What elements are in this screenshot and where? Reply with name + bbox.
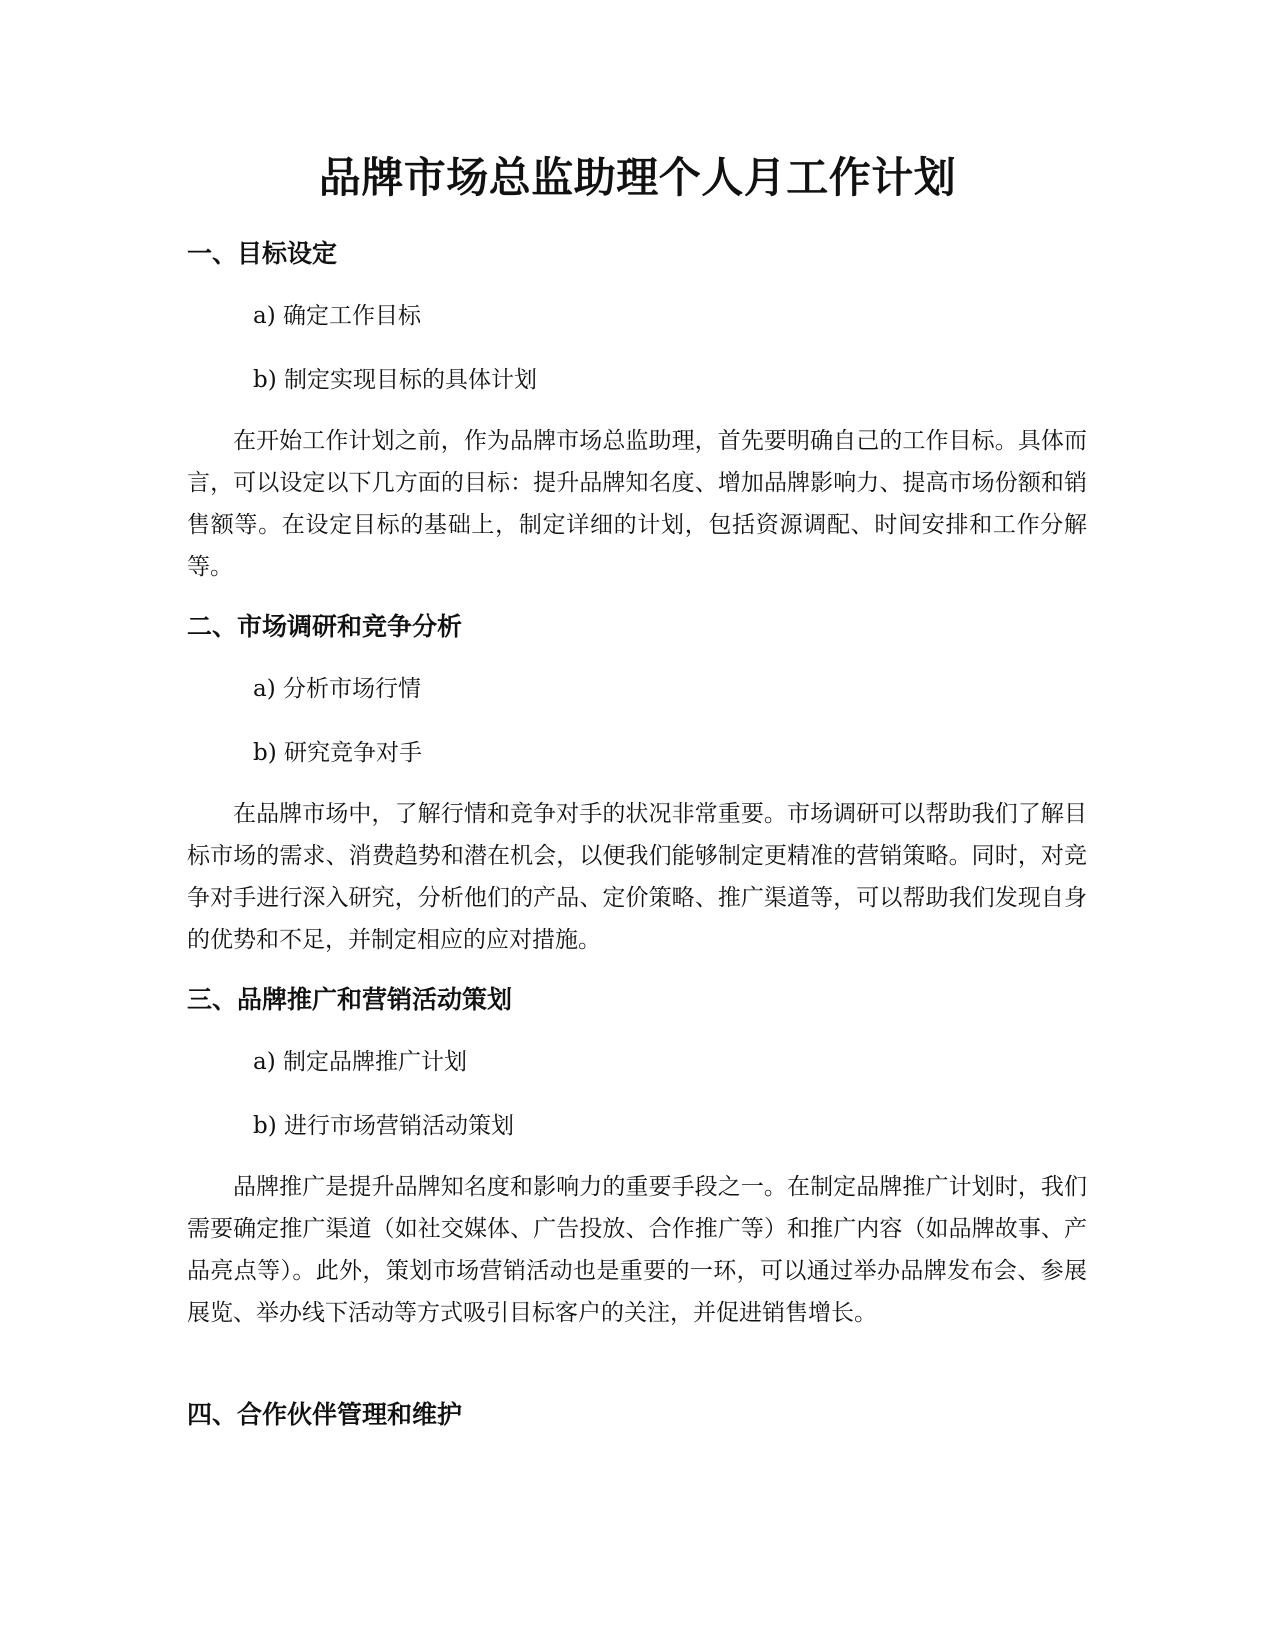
list-item: a) 制定品牌推广计划: [253, 1049, 467, 1075]
section-heading: 二、市场调研和竞争分析: [187, 612, 463, 641]
body-paragraph: 在开始工作计划之前，作为品牌市场总监助理，首先要明确自己的工作目标。具体而言，可以设定以下几方面的目标：提升品牌知名度、增加品牌影响力、提高市场份额和销售额等。在设定目标的基础上，制定详细的计划，包括资源调配、时间安排和工作分解等。: [187, 428, 1087, 580]
list-item: b) 进行市场营销活动策划: [253, 1113, 515, 1139]
section-brand-promotion: [187, 982, 1087, 1334]
section-partner-management: [187, 1397, 1087, 1433]
section-goal-setting: [187, 236, 1087, 588]
section-heading: 一、目标设定: [187, 239, 338, 268]
list-item: b) 研究竞争对手: [253, 740, 423, 766]
section-market-research: [187, 609, 1087, 961]
section-heading: 四、合作伙伴管理和维护: [187, 1400, 463, 1429]
list-item: a) 确定工作目标: [253, 303, 421, 329]
section-heading: 三、品牌推广和营销活动策划: [187, 985, 513, 1014]
list-item: b) 制定实现目标的具体计划: [253, 367, 538, 393]
document-title: 品牌市场总监助理个人月工作计划: [318, 153, 957, 202]
list-item: a) 分析市场行情: [253, 676, 421, 702]
body-paragraph: 在品牌市场中，了解行情和竞争对手的状况非常重要。市场调研可以帮助我们了解目标市场的需求、消费趋势和潜在机会，以便我们能够制定更精准的营销策略。同时，对竞争对手进行深入研究，分析他们的产品、定价策略、推广渠道等，可以帮助我们发现自身的优势和不足，并制定相应的应对措施。: [187, 801, 1087, 953]
body-paragraph: 品牌推广是提升品牌知名度和影响力的重要手段之一。在制定品牌推广计划时，我们需要确定推广渠道（如社交媒体、广告投放、合作推广等）和推广内容（如品牌故事、产品亮点等）。此外，策划市场营销活动也是重要的一环，可以通过举办品牌发布会、参展展览、举办线下活动等方式吸引目标客户的关注，并促进销售增长。: [187, 1174, 1087, 1326]
